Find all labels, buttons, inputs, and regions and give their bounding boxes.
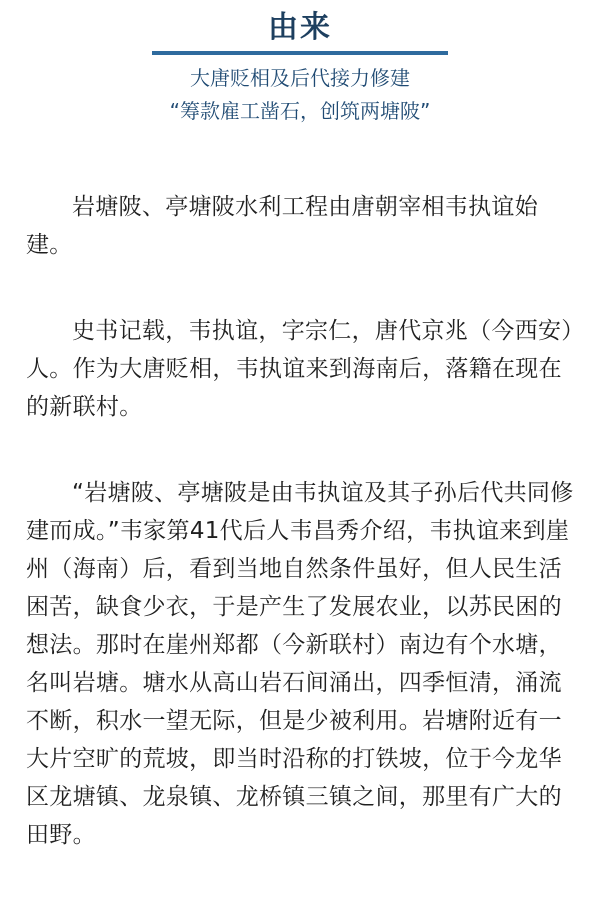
- article-body: [26, 188, 578, 896]
- paragraph-1: 岩塘陂、亭塘陂水利工程由唐朝宰相韦执谊始建。: [26, 194, 538, 258]
- title-underline: [152, 51, 448, 55]
- section-title: 由来: [268, 10, 332, 45]
- paragraph-2: 史书记载，韦执谊，字宗仁，唐代京兆（今西安）人。作为大唐贬相，韦执谊来到海南后，落籍在现在的新联村。: [26, 318, 574, 420]
- paragraph-3: “岩塘陂、亭塘陂是由韦执谊及其子孙后代共同修建而成。”韦家第41代后人韦昌秀介绍，韦执谊来到崖州（海南）后，看到当地自然条件虽好，但人民生活困苦，缺食少衣，于是产生了发展农业，以苏民困的想法。那时在崖州郑都（今新联村）南边有个水塘，名叫岩塘。塘水从高山岩石间涌出，四季恒清，涌流不断，积水一望无际，但是少被利用。岩塘附近有一大片空旷的荒坡，即当时沿称的打铁坡，位于今龙华区龙塘镇、龙泉镇、龙桥镇三镇之间，那里有广大的田野。: [26, 480, 574, 848]
- subtitle-line-2: “筹款雇工凿石，创筑两塘陂”: [169, 99, 431, 123]
- subtitle-line-1: 大唐贬相及后代接力修建: [190, 66, 410, 90]
